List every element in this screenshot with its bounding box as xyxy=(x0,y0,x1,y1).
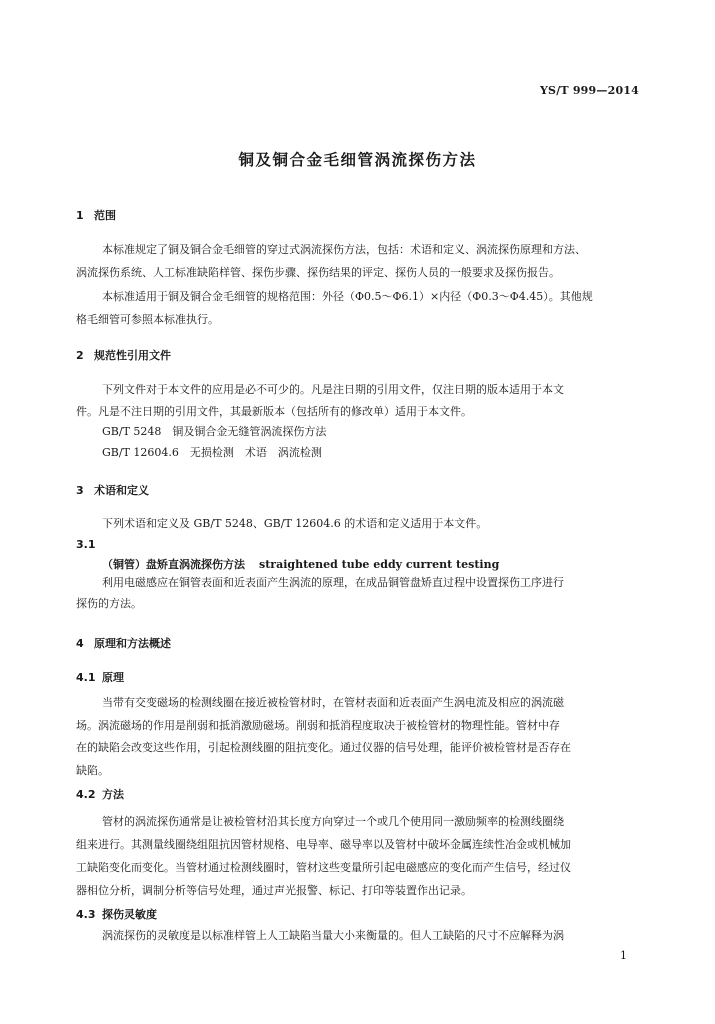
term-entry xyxy=(102,556,499,572)
reference-item: GB/T 5248 铜及铜合金无缝管涡流探伤方法 xyxy=(102,425,327,438)
paragraph-line: 涡流探伤系统、人工标准缺陷样管、探伤步骤、探伤结果的评定、探伤人员的一般要求及探伤报告。 xyxy=(76,266,560,279)
paragraph-line: 器相位分析，调制分析等信号处理，通过声光报警、标记、打印等装置作出记录。 xyxy=(76,884,472,897)
paragraph-line: 格毛细管可参照本标准执行。 xyxy=(76,313,219,326)
paragraph-line: 件。凡是不注日期的引用文件，其最新版本（包括所有的修改单）适用于本文件。 xyxy=(76,405,472,418)
paragraph-line: 管材的涡流探伤通常是让被检管材沿其长度方向穿过一个或几个使用同一激励频率的检测线圈绕 xyxy=(102,815,564,828)
section-heading-2: 2 规范性引用文件 xyxy=(76,349,171,362)
paragraph-line: 当带有交变磁场的检测线圈在接近被检管材时，在管材表面和近表面产生涡电流及相应的涡流磁 xyxy=(102,696,564,709)
paragraph-line: 涡流探伤的灵敏度是以标准样管上人工缺陷当量大小来衡量的。但人工缺陷的尺寸不应解释为涡 xyxy=(102,929,564,942)
term-en: straightened tube eddy current testing xyxy=(259,558,500,571)
paragraph-line: 下列文件对于本文件的应用是必不可少的。凡是注日期的引用文件，仅注日期的版本适用于本文 xyxy=(102,383,564,396)
reference-item: GB/T 12604.6 无损检测 术语 涡流检测 xyxy=(102,446,322,459)
document-title: 铜及铜合金毛细管涡流探伤方法 xyxy=(238,151,477,169)
section-heading-1: 1 范围 xyxy=(76,209,116,222)
paragraph-line: 本标准适用于铜及铜合金毛细管的规格范围：外径（Φ0.5～Φ6.1）×内径（Φ0.3～Φ4.45）。其他规 xyxy=(102,290,593,303)
paragraph-line: 下列术语和定义及 GB/T 5248、GB/T 12604.6 的术语和定义适用于本文件。 xyxy=(102,517,488,530)
section-heading-4-2: 4.2 方法 xyxy=(76,788,124,801)
paragraph-line: 缺陷。 xyxy=(76,764,109,777)
paragraph-line: 本标准规定了铜及铜合金毛细管的穿过式涡流探伤方法，包括：术语和定义、涡流探伤原理和方法、 xyxy=(102,243,586,256)
paragraph-line: 在的缺陷会改变这些作用，引起检测线圈的阻抗变化。通过仪器的信号处理，能评价被检管材是否存在 xyxy=(76,741,571,754)
section-heading-3: 3 术语和定义 xyxy=(76,484,149,497)
paragraph-line: 探伤的方法。 xyxy=(76,597,142,610)
paragraph-line: 利用电磁感应在铜管表面和近表面产生涡流的原理，在成品铜管盘矫直过程中设置探伤工序进行 xyxy=(102,576,564,589)
section-heading-3-1: 3.1 xyxy=(76,538,96,551)
paragraph-line: 场。涡流磁场的作用是削弱和抵消激励磁场。削弱和抵消程度取决于被检管材的物理性能。管材中存 xyxy=(76,719,560,732)
paragraph-line: 工缺陷变化而变化。当管材通过检测线圈时，管材这些变量所引起电磁感应的变化而产生信号，经过仪 xyxy=(76,861,571,874)
section-heading-4: 4 原理和方法概述 xyxy=(76,637,171,650)
standard-number: YS/T 999—2014 xyxy=(540,84,640,97)
paragraph-line: 组来进行。其测量线圈绕组阻抗因管材规格、电导率、磁导率以及管材中破坏金属连续性冶金或机械加 xyxy=(76,838,571,851)
page-number: 1 xyxy=(620,949,627,962)
section-heading-4-1: 4.1 原理 xyxy=(76,671,124,684)
section-heading-4-3: 4.3 探伤灵敏度 xyxy=(76,908,157,921)
term-zh: （铜管）盘矫直涡流探伤方法 xyxy=(102,558,245,571)
